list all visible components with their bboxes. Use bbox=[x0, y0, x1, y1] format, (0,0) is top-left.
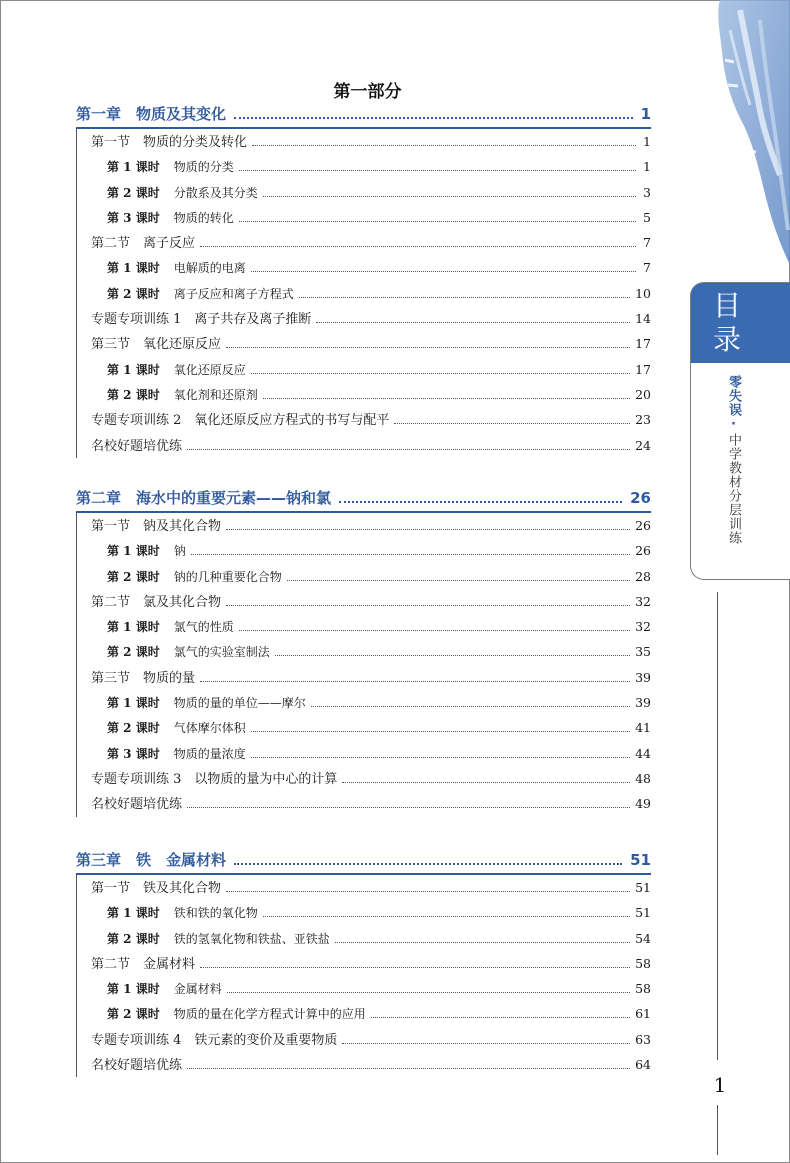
lesson-number: 第 2 课时 bbox=[107, 387, 160, 402]
section-entry[interactable] bbox=[91, 129, 651, 154]
section-entry[interactable] bbox=[91, 875, 651, 900]
side-tab-brand bbox=[707, 375, 743, 545]
leader-dots bbox=[227, 992, 630, 993]
section-entry[interactable] bbox=[91, 1052, 651, 1077]
section-entry[interactable] bbox=[91, 1027, 651, 1052]
section-entry[interactable] bbox=[91, 513, 651, 538]
chapter-heading[interactable] bbox=[76, 849, 651, 875]
brush-decoration bbox=[700, 0, 790, 270]
section-entry[interactable] bbox=[91, 306, 651, 331]
chapter-page: 26 bbox=[630, 489, 651, 507]
entry-page: 17 bbox=[635, 361, 651, 377]
section-entry[interactable] bbox=[91, 589, 651, 614]
entry-page: 44 bbox=[635, 745, 651, 761]
leader-dots bbox=[234, 863, 622, 865]
entry-title: 物质的量在化学方程式计算中的应用 bbox=[173, 1007, 366, 1022]
entry-page: 10 bbox=[635, 285, 651, 301]
entry-title: 第一节 钠及其化合物 bbox=[91, 519, 222, 534]
chapter-block bbox=[76, 103, 651, 458]
entry-page: 58 bbox=[635, 981, 651, 997]
leader-dots bbox=[200, 967, 630, 968]
leader-dots bbox=[251, 373, 630, 374]
entry-title: 名校好题培优练 bbox=[91, 438, 183, 454]
entry-page: 7 bbox=[643, 260, 651, 276]
lesson-number: 第 2 课时 bbox=[107, 185, 160, 200]
leader-dots bbox=[251, 271, 636, 272]
section-entry[interactable] bbox=[91, 230, 651, 255]
lesson-number: 第 2 课时 bbox=[107, 721, 160, 736]
leader-dots bbox=[287, 580, 630, 581]
entry-title: 专题专项训练 2 氧化还原反应方程式的书写与配平 bbox=[91, 413, 390, 429]
lesson-entry[interactable] bbox=[91, 639, 651, 664]
entry-page: 48 bbox=[635, 770, 651, 786]
leader-dots bbox=[299, 297, 630, 298]
side-tab bbox=[690, 282, 790, 580]
chapter-entries bbox=[76, 129, 651, 458]
lesson-entry[interactable] bbox=[91, 154, 651, 179]
lesson-number: 第 1 课时 bbox=[107, 906, 160, 921]
leader-dots bbox=[335, 942, 630, 943]
chapter-entries bbox=[76, 513, 651, 817]
lesson-entry[interactable] bbox=[91, 255, 651, 280]
entry-page: 26 bbox=[635, 518, 651, 533]
lesson-number: 第 1 课时 bbox=[107, 544, 160, 559]
lesson-entry[interactable] bbox=[91, 538, 651, 563]
entry-page: 26 bbox=[635, 543, 651, 559]
entry-title: 物质的量浓度 bbox=[173, 746, 246, 761]
entry-page: 54 bbox=[635, 930, 651, 946]
chapter-page: 51 bbox=[630, 851, 651, 869]
section-entry[interactable] bbox=[91, 766, 651, 791]
entry-page: 63 bbox=[635, 1031, 651, 1047]
entry-page: 14 bbox=[635, 311, 651, 327]
chapter-title: 第二章 海水中的重要元素——钠和氯 bbox=[76, 489, 332, 507]
side-rule-upper bbox=[717, 592, 718, 1060]
entry-page: 41 bbox=[635, 720, 651, 736]
lesson-entry[interactable] bbox=[91, 382, 651, 407]
lesson-entry[interactable] bbox=[91, 690, 651, 715]
entry-page: 3 bbox=[643, 184, 651, 200]
lesson-entry[interactable] bbox=[91, 357, 651, 382]
leader-dots bbox=[311, 706, 630, 707]
leader-dots bbox=[187, 807, 630, 808]
entry-title: 第二节 离子反应 bbox=[91, 236, 196, 252]
lesson-number: 第 2 课时 bbox=[107, 569, 160, 584]
leader-dots bbox=[239, 170, 636, 171]
entry-title: 物质的量的单位——摩尔 bbox=[173, 696, 306, 711]
entry-page: 64 bbox=[635, 1057, 651, 1073]
lesson-entry[interactable] bbox=[91, 564, 651, 589]
leader-dots bbox=[239, 221, 636, 222]
leader-dots bbox=[342, 1043, 630, 1044]
entry-page: 49 bbox=[635, 796, 651, 812]
chapter-entries bbox=[76, 875, 651, 1077]
entry-title: 分散系及其分类 bbox=[173, 185, 258, 200]
side-tab-header bbox=[691, 283, 790, 363]
leader-dots bbox=[187, 449, 630, 450]
lesson-entry[interactable] bbox=[91, 1001, 651, 1026]
section-entry[interactable] bbox=[91, 951, 651, 976]
leader-dots bbox=[226, 529, 630, 530]
lesson-number: 第 2 课时 bbox=[107, 1007, 160, 1022]
entry-page: 5 bbox=[643, 209, 651, 225]
leader-dots bbox=[234, 117, 633, 119]
entry-title: 名校好题培优练 bbox=[91, 1058, 183, 1074]
lesson-entry[interactable] bbox=[91, 281, 651, 306]
entry-page: 58 bbox=[635, 955, 651, 971]
lesson-number: 第 2 课时 bbox=[107, 931, 160, 946]
brand-name: 零失误 bbox=[726, 375, 741, 417]
chapter-block bbox=[76, 487, 651, 817]
lesson-number: 第 2 课时 bbox=[107, 286, 160, 301]
leader-dots bbox=[226, 347, 630, 348]
entry-title: 钠的几种重要化合物 bbox=[173, 569, 282, 584]
entry-page: 39 bbox=[635, 695, 651, 711]
lesson-number: 第 1 课时 bbox=[107, 160, 160, 175]
entry-title: 名校好题培优练 bbox=[91, 797, 183, 813]
brand-separator: · bbox=[726, 417, 741, 433]
entry-page: 1 bbox=[643, 159, 651, 175]
section-entry[interactable] bbox=[91, 331, 651, 356]
entry-title: 物质的分类 bbox=[173, 160, 234, 175]
section-entry[interactable] bbox=[91, 407, 651, 432]
lesson-entry[interactable] bbox=[91, 205, 651, 230]
entry-title: 氧化剂和还原剂 bbox=[173, 387, 258, 402]
chapter-title: 第一章 物质及其变化 bbox=[76, 105, 227, 123]
entry-title: 第二节 金属材料 bbox=[91, 956, 196, 972]
entry-page: 39 bbox=[635, 669, 651, 685]
section-entry[interactable] bbox=[91, 665, 651, 690]
leader-dots bbox=[251, 757, 630, 758]
side-tab-title bbox=[707, 289, 747, 357]
leader-dots bbox=[371, 1017, 630, 1018]
page-number: 1 bbox=[713, 1073, 727, 1097]
lesson-number: 第 3 课时 bbox=[107, 210, 160, 225]
lesson-entry[interactable] bbox=[91, 614, 651, 639]
leader-dots bbox=[263, 916, 630, 917]
lesson-entry[interactable] bbox=[91, 900, 651, 925]
entry-page: 32 bbox=[635, 593, 651, 609]
lesson-entry[interactable] bbox=[91, 976, 651, 1001]
leader-dots bbox=[187, 1068, 630, 1069]
leader-dots bbox=[263, 398, 630, 399]
chapter-page: 1 bbox=[640, 105, 651, 123]
entry-title: 第三节 物质的量 bbox=[91, 670, 196, 686]
entry-title: 专题专项训练 4 铁元素的变价及重要物质 bbox=[91, 1032, 338, 1048]
chapter-heading[interactable] bbox=[76, 103, 651, 129]
entry-title: 第三节 氧化还原反应 bbox=[91, 337, 222, 353]
section-entry[interactable] bbox=[91, 791, 651, 816]
entry-page: 20 bbox=[635, 386, 651, 402]
side-rule-lower bbox=[717, 1105, 718, 1155]
lesson-entry[interactable] bbox=[91, 715, 651, 740]
chapter-block bbox=[76, 849, 651, 1077]
entry-title: 氧化还原反应 bbox=[173, 362, 246, 377]
leader-dots bbox=[239, 630, 630, 631]
lesson-number: 第 1 课时 bbox=[107, 261, 160, 276]
entry-page: 61 bbox=[635, 1006, 651, 1022]
lesson-number: 第 3 课时 bbox=[107, 746, 160, 761]
leader-dots bbox=[226, 891, 630, 892]
entry-title: 专题专项训练 3 以物质的量为中心的计算 bbox=[91, 771, 338, 787]
entry-page: 7 bbox=[643, 235, 651, 251]
lesson-number: 第 1 课时 bbox=[107, 982, 160, 997]
lesson-entry[interactable] bbox=[91, 926, 651, 951]
entry-page: 28 bbox=[635, 568, 651, 584]
entry-page: 1 bbox=[643, 134, 651, 149]
leader-dots bbox=[339, 501, 622, 503]
entry-title: 氯气的性质 bbox=[173, 620, 234, 635]
entry-title: 第二节 氯及其化合物 bbox=[91, 594, 222, 610]
lesson-number: 第 2 课时 bbox=[107, 645, 160, 660]
entry-title: 电解质的电离 bbox=[173, 261, 246, 276]
leader-dots bbox=[251, 731, 630, 732]
side-tab-title-char-1: 目 bbox=[712, 289, 741, 322]
leader-dots bbox=[200, 681, 630, 682]
entry-title: 铁和铁的氧化物 bbox=[173, 906, 258, 921]
entry-title: 离子反应和离子方程式 bbox=[173, 286, 294, 301]
section-entry[interactable] bbox=[91, 433, 651, 458]
lesson-entry[interactable] bbox=[91, 180, 651, 205]
leader-dots bbox=[394, 423, 630, 424]
entry-title: 第一节 物质的分类及转化 bbox=[91, 135, 248, 150]
lesson-number: 第 1 课时 bbox=[107, 696, 160, 711]
entry-title: 金属材料 bbox=[173, 982, 222, 997]
entry-page: 17 bbox=[635, 336, 651, 352]
entry-title: 第一节 铁及其化合物 bbox=[91, 881, 222, 896]
entry-page: 51 bbox=[635, 905, 651, 921]
entry-title: 钠 bbox=[173, 544, 186, 559]
chapter-title: 第三章 铁 金属材料 bbox=[76, 851, 227, 869]
lesson-entry[interactable] bbox=[91, 741, 651, 766]
leader-dots bbox=[226, 605, 630, 606]
chapter-heading[interactable] bbox=[76, 487, 651, 513]
entry-page: 24 bbox=[635, 437, 651, 453]
entry-page: 51 bbox=[635, 880, 651, 895]
entry-page: 23 bbox=[635, 412, 651, 428]
side-tab-title-char-2: 录 bbox=[712, 323, 741, 356]
leader-dots bbox=[316, 322, 630, 323]
brand-subtitle: 中学教材分层训练 bbox=[726, 433, 741, 545]
leader-dots bbox=[263, 196, 636, 197]
lesson-number: 第 1 课时 bbox=[107, 620, 160, 635]
leader-dots bbox=[275, 655, 630, 656]
leader-dots bbox=[200, 246, 636, 247]
leader-dots bbox=[342, 782, 630, 783]
entry-title: 气体摩尔体积 bbox=[173, 721, 246, 736]
entry-title: 物质的转化 bbox=[173, 210, 234, 225]
entry-page: 35 bbox=[635, 644, 651, 660]
entry-title: 氯气的实验室制法 bbox=[173, 645, 270, 660]
entry-title: 专题专项训练 1 离子共存及离子推断 bbox=[91, 312, 312, 328]
leader-dots bbox=[191, 554, 630, 555]
part-title: 第一部分 bbox=[333, 82, 402, 102]
lesson-number: 第 1 课时 bbox=[107, 362, 160, 377]
entry-page: 32 bbox=[635, 619, 651, 635]
entry-title: 铁的氢氧化物和铁盐、亚铁盐 bbox=[173, 931, 330, 946]
leader-dots bbox=[252, 145, 636, 146]
